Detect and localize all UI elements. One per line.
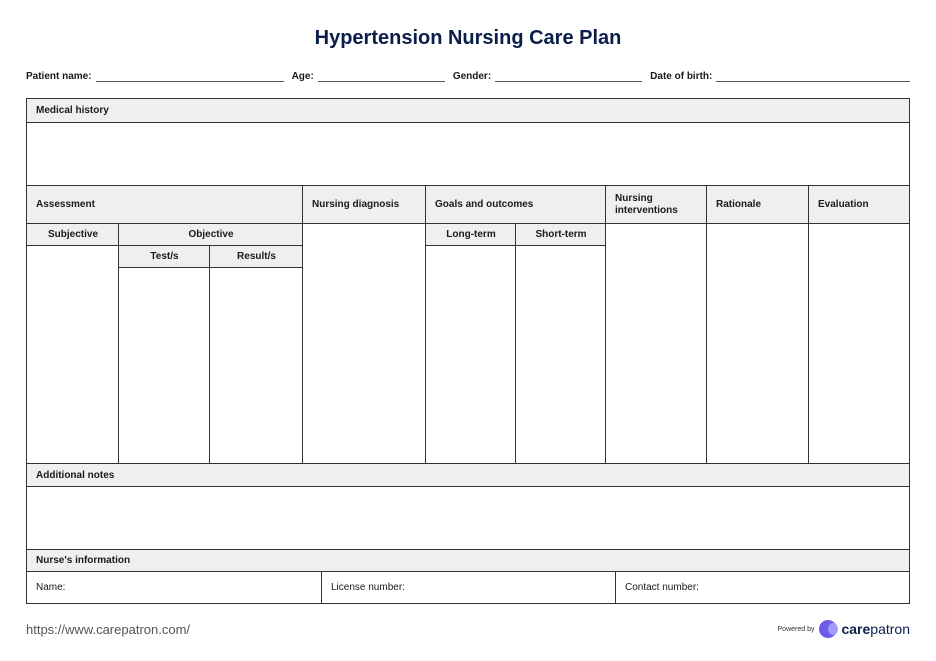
assessment-header: Assessment <box>27 185 303 223</box>
powered-by-label: Powered by <box>777 625 815 633</box>
patient-name-label: Patient name: <box>26 71 92 82</box>
nursing-interventions-header: Nursing interventions <box>605 185 707 223</box>
footer-url-link[interactable]: https://www.carepatron.com/ <box>26 622 191 637</box>
tests-cell[interactable] <box>118 267 210 463</box>
additional-notes-header: Additional notes <box>27 463 909 486</box>
long-term-header: Long-term <box>425 223 516 245</box>
nursing-diagnosis-header: Nursing diagnosis <box>302 185 426 223</box>
goals-outcomes-header: Goals and outcomes <box>425 185 606 223</box>
contact-number-label: Contact number: <box>625 582 699 593</box>
brand-name-rest: patron <box>870 621 910 637</box>
results-header: Result/s <box>209 245 303 267</box>
additional-notes-area[interactable] <box>27 486 909 549</box>
dob-label: Date of birth: <box>650 71 713 82</box>
brand-name-bold: care <box>841 621 871 637</box>
dob-field[interactable] <box>716 70 910 82</box>
age-label: Age: <box>291 71 314 82</box>
subjective-cell[interactable] <box>27 245 119 463</box>
tests-header: Test/s <box>118 245 210 267</box>
nursing-diagnosis-cell[interactable] <box>302 223 426 463</box>
patient-name-field[interactable] <box>96 70 284 82</box>
page-title: Hypertension Nursing Care Plan <box>314 27 622 49</box>
results-cell[interactable] <box>209 267 303 463</box>
objective-header: Objective <box>118 223 303 245</box>
nurse-info-header: Nurse's information <box>27 549 909 571</box>
nurse-name-field[interactable] <box>27 571 322 603</box>
medical-history-area[interactable] <box>27 122 909 185</box>
carepatron-logo-icon <box>819 620 837 638</box>
evaluation-header: Evaluation <box>808 185 909 223</box>
license-number-label: License number: <box>331 582 405 593</box>
care-plan-table <box>26 98 910 604</box>
medical-history-header: Medical history <box>27 99 909 122</box>
patient-info-row <box>26 66 910 82</box>
brand-name <box>841 621 910 637</box>
age-field[interactable] <box>318 70 445 82</box>
gender-field[interactable] <box>495 70 642 82</box>
short-term-header: Short-term <box>515 223 606 245</box>
rationale-header: Rationale <box>706 185 809 223</box>
short-term-cell[interactable] <box>515 245 606 463</box>
long-term-cell[interactable] <box>425 245 516 463</box>
nurse-name-label: Name: <box>36 582 66 593</box>
subjective-header: Subjective <box>27 223 119 245</box>
gender-label: Gender: <box>452 71 492 82</box>
brand-logo <box>778 620 910 638</box>
evaluation-cell[interactable] <box>808 223 909 463</box>
nursing-interventions-cell[interactable] <box>605 223 707 463</box>
rationale-cell[interactable] <box>706 223 809 463</box>
license-number-field[interactable] <box>321 571 616 603</box>
contact-number-field[interactable] <box>615 571 909 603</box>
